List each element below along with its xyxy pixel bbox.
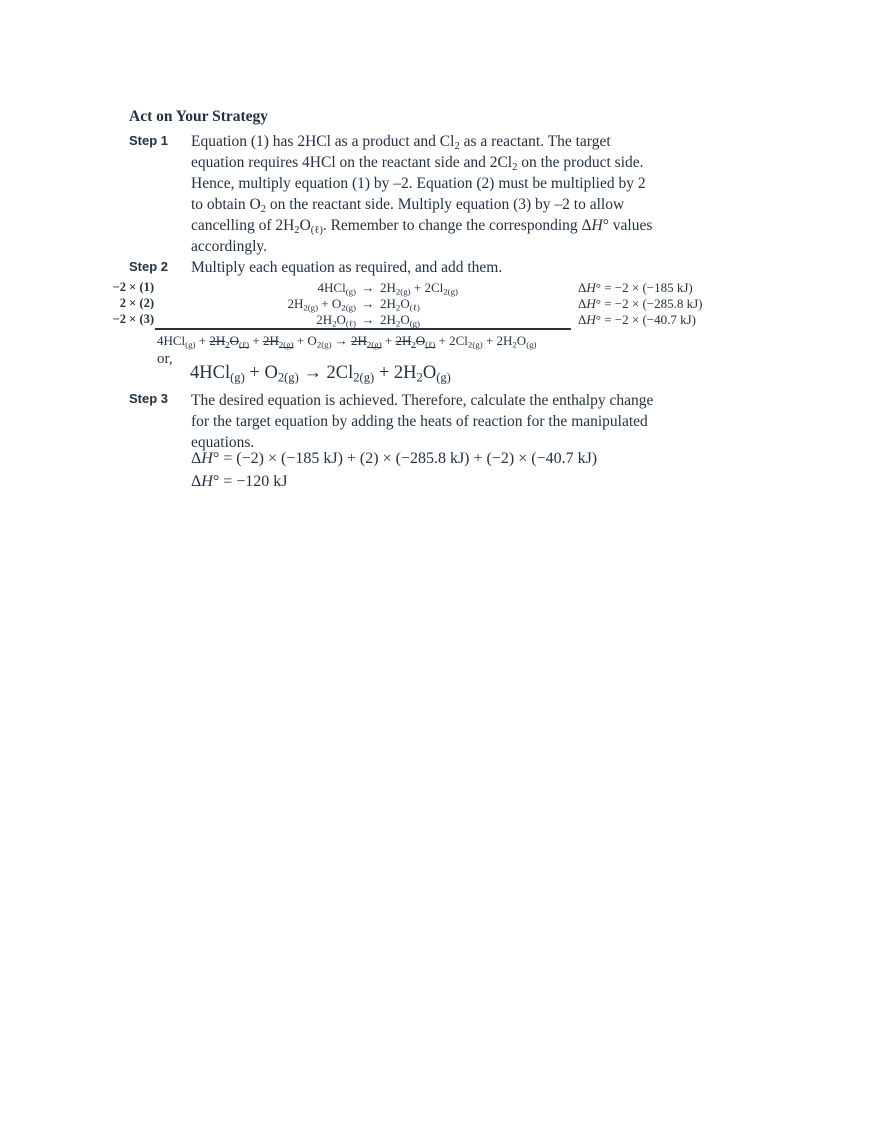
step3-label: Step 3: [129, 391, 169, 406]
step1-line: to obtain $O_2$ on the reactant side. Multiply equation (3) by –2 to allow: [191, 196, 625, 215]
sum-divider-rule: [155, 328, 571, 330]
step3-paragraph: [191, 390, 653, 453]
net-equation: $4HCl_{(g)} + O_{2(g)} \to 2Cl_{2(g)} + 2H_2O_{(g)}$: [190, 363, 451, 385]
step1-line: Hence, multiply equation (1) by –2. Equation (2) must be multiplied by 2: [191, 175, 646, 192]
reaction-arrow-icon: →: [361, 280, 375, 295]
step1-line: Equation (1) has 2HCl as a product and $Cl_2$ as a reactant. The target: [191, 133, 611, 152]
equation-row-3: [0, 312, 880, 328]
equation-lhs: 4HCl$_{(g)}$: [317, 280, 356, 297]
reaction-arrow-icon: →: [361, 312, 375, 327]
step3-line: for the target equation by adding the heats of reaction for the manipulated: [191, 413, 648, 430]
section-heading: Act on Your Strategy: [129, 108, 269, 125]
multiplier-label: 2 × (2): [119, 296, 154, 310]
step1-paragraph: [191, 131, 652, 257]
equation-lhs: $2H_2O_{(\ell)}$: [316, 312, 356, 329]
delta-h-value: ΔH° = −2 × (−285.8 kJ): [578, 296, 703, 311]
step3-line: The desired equation is achieved. Therefore, calculate the enthalpy change: [191, 392, 654, 409]
multiplier-label: −2 × (1): [112, 280, 154, 294]
equation-lhs: $2H_{2(g)} + O_{2(g)}$: [287, 296, 356, 313]
combined-equation: $4HCl_{(g)} + 2H_2O_{(\ell)} + 2H_{2(g)} + O_{2(g)} \to 2H_{2(g)} + 2H_2O_{(\ell)} + 2Cl_{2(g)} + 2H_2O_{(g)}$: [157, 333, 537, 350]
reaction-arrow-icon: →: [361, 296, 375, 311]
equation-row-1: [0, 280, 880, 296]
or-label: or,: [157, 351, 173, 367]
equation-rhs: $2H_{2(g)} + 2Cl_{2(g)}$: [380, 280, 458, 297]
step2-text: Multiply each equation as required, and add them.: [191, 259, 503, 276]
enthalpy-result: ΔH° = −120 kJ: [191, 473, 288, 490]
step1-line: equation requires 4HCl on the reactant side and $2Cl_2$ on the product side.: [191, 154, 644, 173]
enthalpy-calculation: ΔH° = (−2) × (−185 kJ) + (2) × (−285.8 kJ) + (−2) × (−40.7 kJ): [191, 450, 598, 467]
multiplier-label: −2 × (3): [112, 312, 154, 326]
equation-row-2: [0, 296, 880, 312]
equation-rhs: $2H_2O_{(g)}$: [380, 312, 420, 329]
step3-line: equations.: [191, 434, 255, 451]
step1-label: Step 1: [129, 133, 169, 148]
delta-h-value: ΔH° = −2 × (−40.7 kJ): [578, 312, 697, 327]
step1-line: cancelling of $2H_2O_{(\ell)}$. Remember to change the corresponding ΔH° values: [191, 217, 653, 236]
step1-line: accordingly.: [191, 238, 268, 255]
step2-label: Step 2: [129, 259, 169, 274]
equation-rhs: $2H_2O_{(\ell)}$: [380, 296, 420, 313]
delta-h-value: ΔH° = −2 × (−185 kJ): [578, 280, 693, 295]
